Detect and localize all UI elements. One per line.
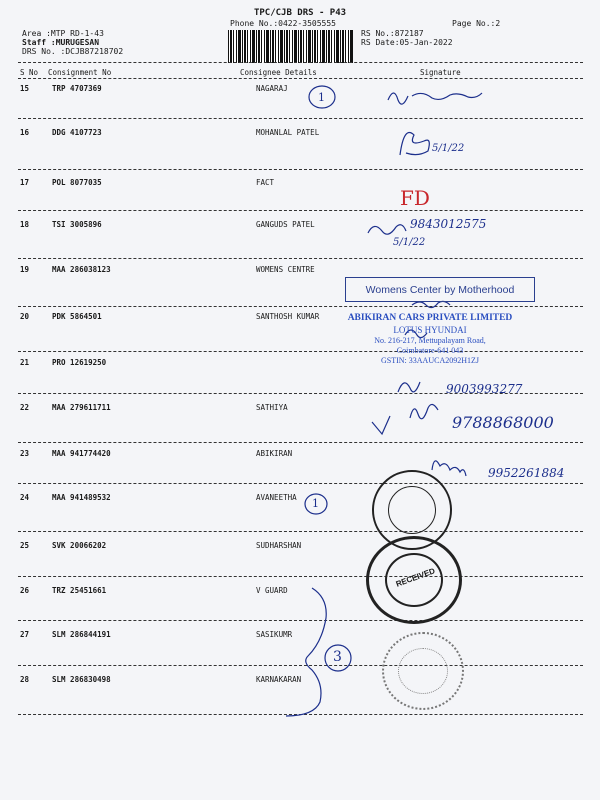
fd-mark: FD	[400, 186, 430, 210]
company-stamp-address: No. 216-217, Mettupalayam Road,	[374, 336, 486, 345]
col-sno: S No	[20, 68, 39, 77]
row-sno: 18	[20, 220, 30, 229]
company-stamp-name: ABIKIRAN CARS PRIVATE LIMITED	[347, 313, 513, 323]
row-consignee: SATHIYA	[256, 403, 288, 412]
row-consignment: SVK 20066202	[52, 541, 107, 550]
circle-number: 3	[333, 649, 342, 665]
circle-number: 1	[318, 91, 325, 104]
row-consignment: POL 8077035	[52, 178, 102, 187]
row-sno: 25	[20, 541, 30, 550]
row-consignment: TSI 3005896	[52, 220, 102, 229]
signature-18	[368, 225, 406, 234]
circle-number: 1	[312, 497, 319, 510]
row-sno: 28	[20, 675, 30, 684]
drs-number: DRS No. :DCJB87218702	[22, 47, 124, 56]
row-consignment: MAA 941489532	[52, 493, 111, 502]
row-sno: 26	[20, 586, 30, 595]
row-consignee: GANGUDS PATEL	[256, 220, 315, 229]
col-consignee: Consignee Details	[240, 68, 317, 77]
row-sno: 15	[20, 84, 30, 93]
row-sno: 24	[20, 493, 30, 502]
row-consignee: V GUARD	[256, 586, 288, 595]
signature-15	[388, 93, 482, 104]
row-sno: 23	[20, 449, 30, 458]
row-consignment: PDK 5864501	[52, 312, 102, 321]
row-sno: 21	[20, 358, 30, 367]
company-stamp-brand: LOTUS HYUNDAI	[393, 325, 467, 335]
company-stamp-address: Coimbatore-641 043	[396, 346, 464, 355]
row-consignee: FACT	[256, 178, 275, 187]
signature-23	[432, 461, 466, 476]
signature-22	[372, 382, 438, 434]
row-consignee: AVANEETHA	[256, 493, 297, 502]
handwritten-date: 5/1/22	[432, 143, 465, 154]
row-sno: 27	[20, 630, 30, 639]
seal-received-text: RECEIVED	[394, 566, 437, 589]
row-consignee: SANTHOSH KUMAR	[256, 312, 320, 321]
row-consignee: MOHANLAL PATEL	[256, 128, 320, 137]
handwritten-phone: 9843012575	[410, 217, 487, 231]
signature-16	[400, 133, 429, 156]
col-signature: Signature	[420, 68, 461, 77]
received-seal	[366, 536, 462, 624]
bracket-mark	[286, 588, 326, 716]
company-stamp-gstin: GSTIN: 33AAUCA2092H1ZJ	[381, 356, 479, 365]
row-sno: 19	[20, 265, 30, 274]
row-consignment: PRO 12619250	[52, 358, 107, 367]
row-consignment: MAA 279611711	[52, 403, 111, 412]
row-consignment: TRZ 25451661	[52, 586, 107, 595]
page-number: Page No.:2	[452, 19, 501, 28]
row-consignee: ABIKIRAN	[256, 449, 293, 458]
row-consignee: SUDHARSHAN	[256, 541, 302, 550]
handwritten-date: 5/1/22	[393, 237, 426, 248]
staff-name: Staff :MURUGESAN	[22, 38, 100, 47]
row-consignee: SASIKUMR	[256, 630, 293, 639]
row-consignment: DDG 4107723	[52, 128, 102, 137]
womens-centre-stamp: Womens Center by Motherhood	[345, 277, 535, 302]
col-consignment: Consignment No	[48, 68, 112, 77]
row-sno: 22	[20, 403, 30, 412]
handwritten-phone: 9788868000	[452, 413, 554, 432]
row-consignment: TRP 4707369	[52, 84, 102, 93]
row-sno: 17	[20, 178, 30, 187]
phone-number: Phone No.:0422-3505555	[230, 19, 336, 28]
faded-seal	[382, 632, 464, 710]
row-consignment: MAA 286038123	[52, 265, 111, 274]
row-consignment: SLM 286844191	[52, 630, 111, 639]
row-consignee: NAGARAJ	[256, 84, 288, 93]
row-consignee: WOMENS CENTRE	[256, 265, 315, 274]
row-consignment: SLM 286830498	[52, 675, 111, 684]
handwritten-phone: 9003993277	[446, 382, 523, 396]
row-sno: 20	[20, 312, 30, 321]
handwritten-phone: 9952261884	[488, 466, 565, 480]
row-consignment: MAA 941774420	[52, 449, 111, 458]
rs-date: RS Date:05-Jan-2022	[361, 38, 453, 47]
row-sno: 16	[20, 128, 30, 137]
row-consignee: KARNAKARAN	[256, 675, 302, 684]
document-title: TPC/CJB DRS - P43	[253, 8, 347, 18]
area-code: Area :MTP RD-1-43	[22, 29, 104, 38]
rs-number: RS No.:872187	[361, 29, 424, 38]
